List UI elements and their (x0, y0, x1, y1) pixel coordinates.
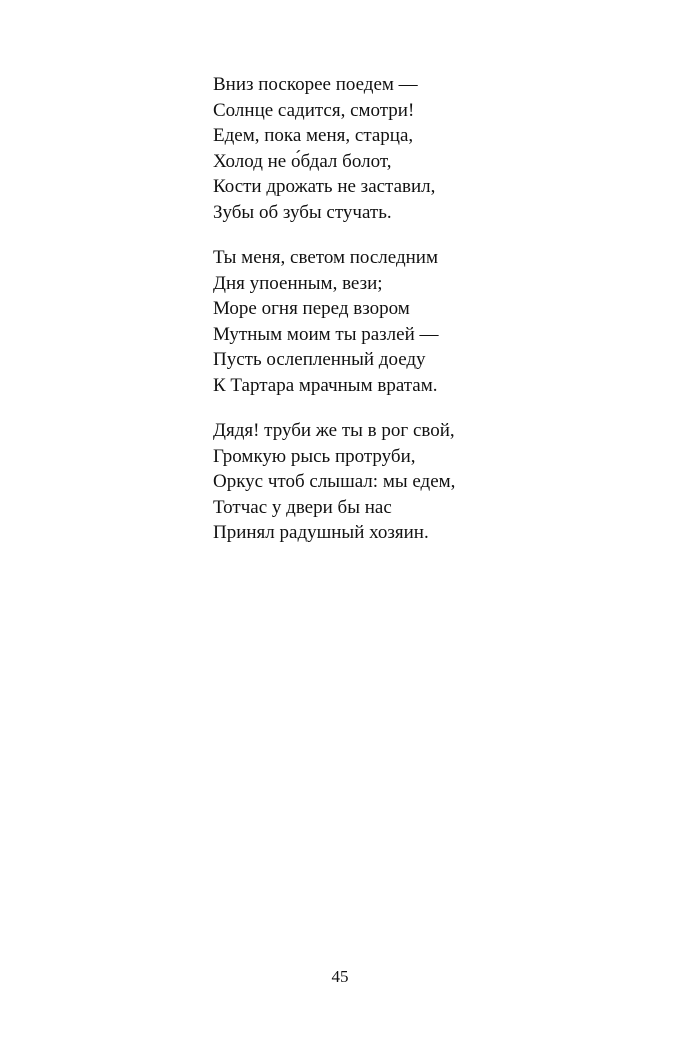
stanza-3 (213, 418, 633, 546)
poem-line: Зубы об зубы стучать. (213, 201, 392, 223)
stanza-1 (213, 72, 633, 225)
poem-line: Вниз поскорее поедем — (213, 74, 418, 95)
poem-line: Холод не о́бдал болот, (213, 150, 392, 172)
poem-line: Едем, пока меня, старца, (213, 125, 414, 146)
poem-line: Тотчас у двери бы нас (213, 496, 392, 518)
page-number: 45 (331, 967, 349, 986)
poem-line: Пусть ослепленный доеду (213, 349, 426, 370)
poem-line: Мутным моим ты разлей — (213, 323, 439, 345)
poem-line: Кости дрожать не заставил, (213, 176, 436, 197)
poem-line: Солнце садится, смотри! (213, 99, 415, 121)
poem-line: Принял радушный хозяин. (213, 522, 429, 543)
poem-line: Громкую рысь протруби, (213, 445, 416, 467)
stanza-2 (213, 245, 633, 398)
poem-line: К Тартара мрачным вратам. (213, 374, 438, 396)
poem-line: Дня упоенным, вези; (213, 272, 383, 294)
poem-body (213, 72, 633, 566)
poem-line: Дядя! труби же ты в рог свой, (213, 420, 455, 441)
poem-line: Оркус чтоб слышал: мы едем, (213, 471, 456, 492)
poem-line: Ты меня, светом последним (213, 247, 438, 268)
poem-line: Море огня перед взором (213, 298, 410, 319)
